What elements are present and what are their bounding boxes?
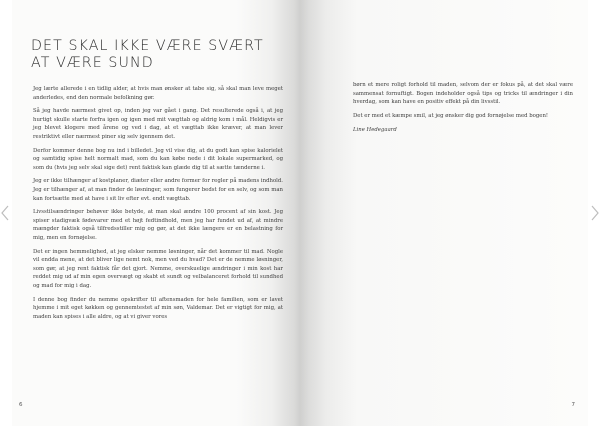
next-page-button[interactable]	[590, 204, 600, 222]
chevron-left-icon	[0, 204, 10, 222]
page-number: 7	[571, 402, 575, 408]
book-spread	[12, 0, 588, 426]
paragraph: Jeg lærte allerede i en tidlig alder, at hvis man ønsker at tabe sig, så skal man leve meget anderledes, end den normale befolkning gør.	[33, 86, 283, 101]
left-page-body	[33, 85, 283, 326]
chapter-heading: DET SKAL IKKE VÆRE SVÆRT AT VÆRE SUND	[31, 38, 264, 71]
left-page	[12, 0, 300, 426]
paragraph: Det er med et kæmpe smil, at jeg ønsker dig god fornøjelse med bogen!	[353, 112, 549, 119]
paragraph: børn et mere roligt forhold til maden, selvom der er fokus på, at det skal være sammensat fornuftigt. Bogen indeholder også tips og tricks til ændringer i din hverdag, som kan have en positiv effekt på din livsstil.	[353, 82, 573, 106]
paragraph: Derfor kommer denne bog nu ind i billedet. Jeg vil vise dig, at du godt kan spise kalorielet og samtidig spise helt normalt mad, som du kan købe nede i dit lokale supermarked, og som du (hvis jeg selv skal sige det) rent faktisk kan glæde dig til at sætte tænderne i.	[33, 147, 283, 171]
paragraph: Livsstilsændringer behøver ikke betyde, at man skal ændre 100 procent af sin kost. Jeg spiser stadigvæk fødevarer med et højt fedtindhold, men jeg har fundet ud af, at mindre mængder faktisk også tilfredsstiller mig og gør, at det ikke længere er en belastning for mig, men en fornøjelse.	[33, 209, 283, 241]
author-signature: Line Hedegaard	[353, 126, 397, 133]
chevron-right-icon	[590, 204, 600, 222]
page-number: 6	[19, 402, 23, 408]
previous-page-button[interactable]	[0, 204, 10, 222]
paragraph: Det er ingen hemmelighed, at jeg elsker nemme løsninger, når det kommer til mad. Nogle vil endda mene, at det bliver lige nemt nok, men ved du hvad? Det er de nemme løsninger, som gør, at jeg rent faktisk får det gjort. Nemme, overskuelige ændringer i min kost har reddet mig ud af min egen overvægt og skabt et sundt og velbalanceret forhold til sundhed og mad for mig i dag.	[33, 248, 283, 289]
right-page	[300, 0, 588, 426]
paragraph: I denne bog finder du nemme opskrifter til aftensmaden for hele familien, som er lavet hjemme i mit eget køkken og gennemtestet af min søn, Valdemar. Det er vigtigt for mig, at maden kan spises i alle aldre, og at vi giver vores	[33, 296, 283, 320]
right-page-body	[353, 81, 573, 139]
paragraph: Jeg er ikke tilhænger af kostplaner, diæter eller andre former for regler på madens indhold. Jeg er tilhænger af, at man finder de løsninger, som fungerer bedst for en selv, og som man kan fortsætte med at have i sit liv efter evt. endt vægttab.	[33, 178, 283, 202]
paragraph: Så jeg havde nærmest givet op, inden jeg var gået i gang. Det resulterede også i, at jeg hurtigt skulle starte forfra igen og igen med mit vægttab og aldrig kom i mål. Heldigvis er jeg blevet klogere med årene og ved i dag, at et vægttab ikke kræver, at man lever restriktivt eller nærmest piner sig selv igennem det.	[33, 108, 283, 140]
